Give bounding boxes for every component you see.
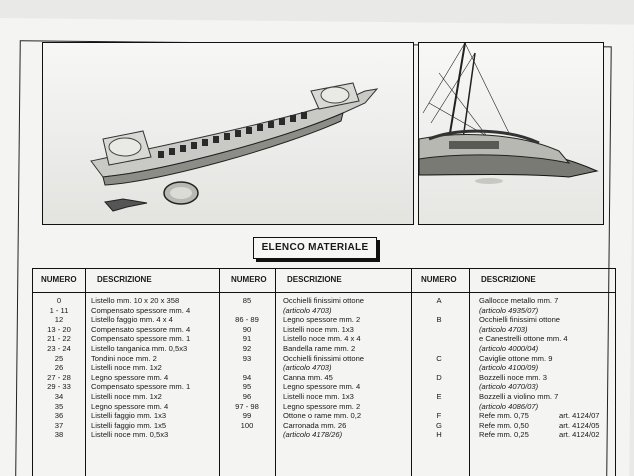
part-description: Ottone o rame mm. 0,2 xyxy=(283,411,362,421)
article-reference: (articolo 4703) xyxy=(479,324,528,334)
article-reference: (articolo 4086/07) xyxy=(479,401,539,411)
part-description: Listello noce mm. 4 x 4 xyxy=(283,334,361,344)
col3-number-header: NUMERO xyxy=(421,275,457,284)
part-description: Compensato spessore mm. 1 xyxy=(91,382,191,392)
article-reference: (articolo 4935/07) xyxy=(479,305,539,315)
part-description: Canna mm. 45 xyxy=(283,372,333,382)
part-letter: E xyxy=(436,392,442,401)
material-list-title: ELENCO MATERIALE xyxy=(253,237,377,259)
part-letter: H xyxy=(436,430,442,440)
part-description: Listello tanganica mm. 0,5x3 xyxy=(91,344,188,353)
part-description: Listelli noce mm. 1x2 xyxy=(91,392,162,401)
article-number: art. 4124/05 xyxy=(559,420,600,430)
article-reference: (articolo 4178/26) xyxy=(283,430,343,440)
part-number: 93 xyxy=(242,353,252,363)
part-description: Tondini noce mm. 2 xyxy=(91,353,157,363)
part-number: 95 xyxy=(242,382,252,392)
part-description: Refe mm. 0,75 xyxy=(479,411,529,421)
part-description: Listelli noce mm. 1x3 xyxy=(283,392,354,401)
part-number: 25 xyxy=(54,353,64,363)
part-letter: B xyxy=(436,315,442,325)
part-number: 35 xyxy=(54,401,64,411)
part-number: 21 - 22 xyxy=(47,334,71,344)
part-number: 91 xyxy=(242,334,252,344)
part-letter: A xyxy=(436,296,442,305)
column-divider xyxy=(469,269,470,476)
part-description: Bandella rame mm. 2 xyxy=(283,344,356,353)
part-number: 23 - 24 xyxy=(47,344,71,353)
part-number: 85 xyxy=(242,296,252,305)
part-description: Listelli noce mm. 1x2 xyxy=(91,363,162,373)
part-description: Legno spessore mm. 4 xyxy=(283,382,361,392)
col1-description-header: DESCRIZIONE xyxy=(97,275,152,284)
col2-number-header: NUMERO xyxy=(231,275,267,284)
part-letter: G xyxy=(436,420,442,430)
part-letter: D xyxy=(436,372,442,382)
article-reference: (articolo 4070/03) xyxy=(479,382,539,392)
part-number: 100 xyxy=(240,420,254,430)
part-number: 34 xyxy=(54,392,64,401)
column-divider xyxy=(275,269,276,476)
column-divider xyxy=(411,269,412,476)
part-description: Bozzelli a violino mm. 7 xyxy=(479,392,559,401)
part-description: Legno spessore mm. 4 xyxy=(91,372,169,382)
article-reference: (articolo 4000/04) xyxy=(479,344,539,353)
part-number: 97 - 98 xyxy=(235,401,259,411)
part-number: 96 xyxy=(242,392,252,401)
part-number: 92 xyxy=(242,344,252,353)
part-description: Legno spessore mm. 2 xyxy=(283,401,361,411)
part-description: e Canestrelli ottone mm. 4 xyxy=(479,334,568,344)
part-description: Listelli faggio mm. 1x3 xyxy=(91,411,167,421)
part-number: 37 xyxy=(54,420,64,430)
part-number: 36 xyxy=(54,411,64,421)
article-reference: (articolo 4100/09) xyxy=(479,363,539,373)
hull-illustration xyxy=(91,83,377,211)
part-number: 1 - 11 xyxy=(49,305,69,315)
part-number: 27 - 28 xyxy=(47,372,71,382)
article-reference: (articolo 4703) xyxy=(283,305,332,315)
part-description: Gallocce metallo mm. 7 xyxy=(479,296,559,305)
part-description: Listelli faggio mm. 1x5 xyxy=(91,420,167,430)
hull-model-photo xyxy=(42,42,414,225)
part-description: Listello faggio mm. 4 x 4 xyxy=(91,315,173,325)
part-description: Legno spessore mm. 4 xyxy=(91,401,169,411)
part-number: 12 xyxy=(54,315,64,325)
part-number: 86 - 89 xyxy=(235,315,259,325)
part-description: Listello mm. 10 x 20 x 358 xyxy=(91,296,180,305)
header-divider xyxy=(33,292,615,293)
part-number: 13 - 20 xyxy=(47,324,71,334)
part-number: 29 - 33 xyxy=(47,382,71,392)
part-letter: F xyxy=(436,411,442,421)
part-description: Caviglie ottone mm. 9 xyxy=(479,353,553,363)
part-description: Legno spessore mm. 2 xyxy=(283,315,361,325)
part-description: Compensato spessore mm. 4 xyxy=(91,324,191,334)
part-description: Occhielli finissimi ottone xyxy=(283,353,365,363)
material-table xyxy=(32,268,616,476)
col3-description-header: DESCRIZIONE xyxy=(481,275,536,284)
part-number: 90 xyxy=(242,324,252,334)
article-number: art. 4124/07 xyxy=(559,411,600,421)
part-description: Carronada mm. 26 xyxy=(283,420,347,430)
article-number: art. 4124/02 xyxy=(559,430,600,440)
column-divider xyxy=(85,269,86,476)
part-number: 26 xyxy=(54,363,64,373)
part-description: Occhielli finissimi ottone xyxy=(479,315,561,325)
column-divider xyxy=(219,269,220,476)
part-number: 99 xyxy=(242,411,252,421)
col2-description-header: DESCRIZIONE xyxy=(287,275,342,284)
part-description: Compensato spessore mm. 4 xyxy=(91,305,191,315)
part-description: Occhielli finissimi ottone xyxy=(283,296,365,305)
part-description: Bozzelli noce mm. 3 xyxy=(479,372,547,382)
part-description: Refe mm. 0,50 xyxy=(479,420,529,430)
part-description: Refe mm. 0,25 xyxy=(479,430,529,440)
part-number: 94 xyxy=(242,372,252,382)
rigged-model-photo xyxy=(418,42,604,225)
part-number: 0 xyxy=(56,296,62,305)
part-description: Listelli noce mm. 0,5x3 xyxy=(91,430,169,440)
part-letter: C xyxy=(436,353,442,363)
col1-number-header: NUMERO xyxy=(41,275,77,284)
part-description: Listelli noce mm. 1x3 xyxy=(283,324,354,334)
part-description: Compensato spessore mm. 1 xyxy=(91,334,191,344)
article-reference: (articolo 4703) xyxy=(283,363,332,373)
part-number: 38 xyxy=(54,430,64,440)
